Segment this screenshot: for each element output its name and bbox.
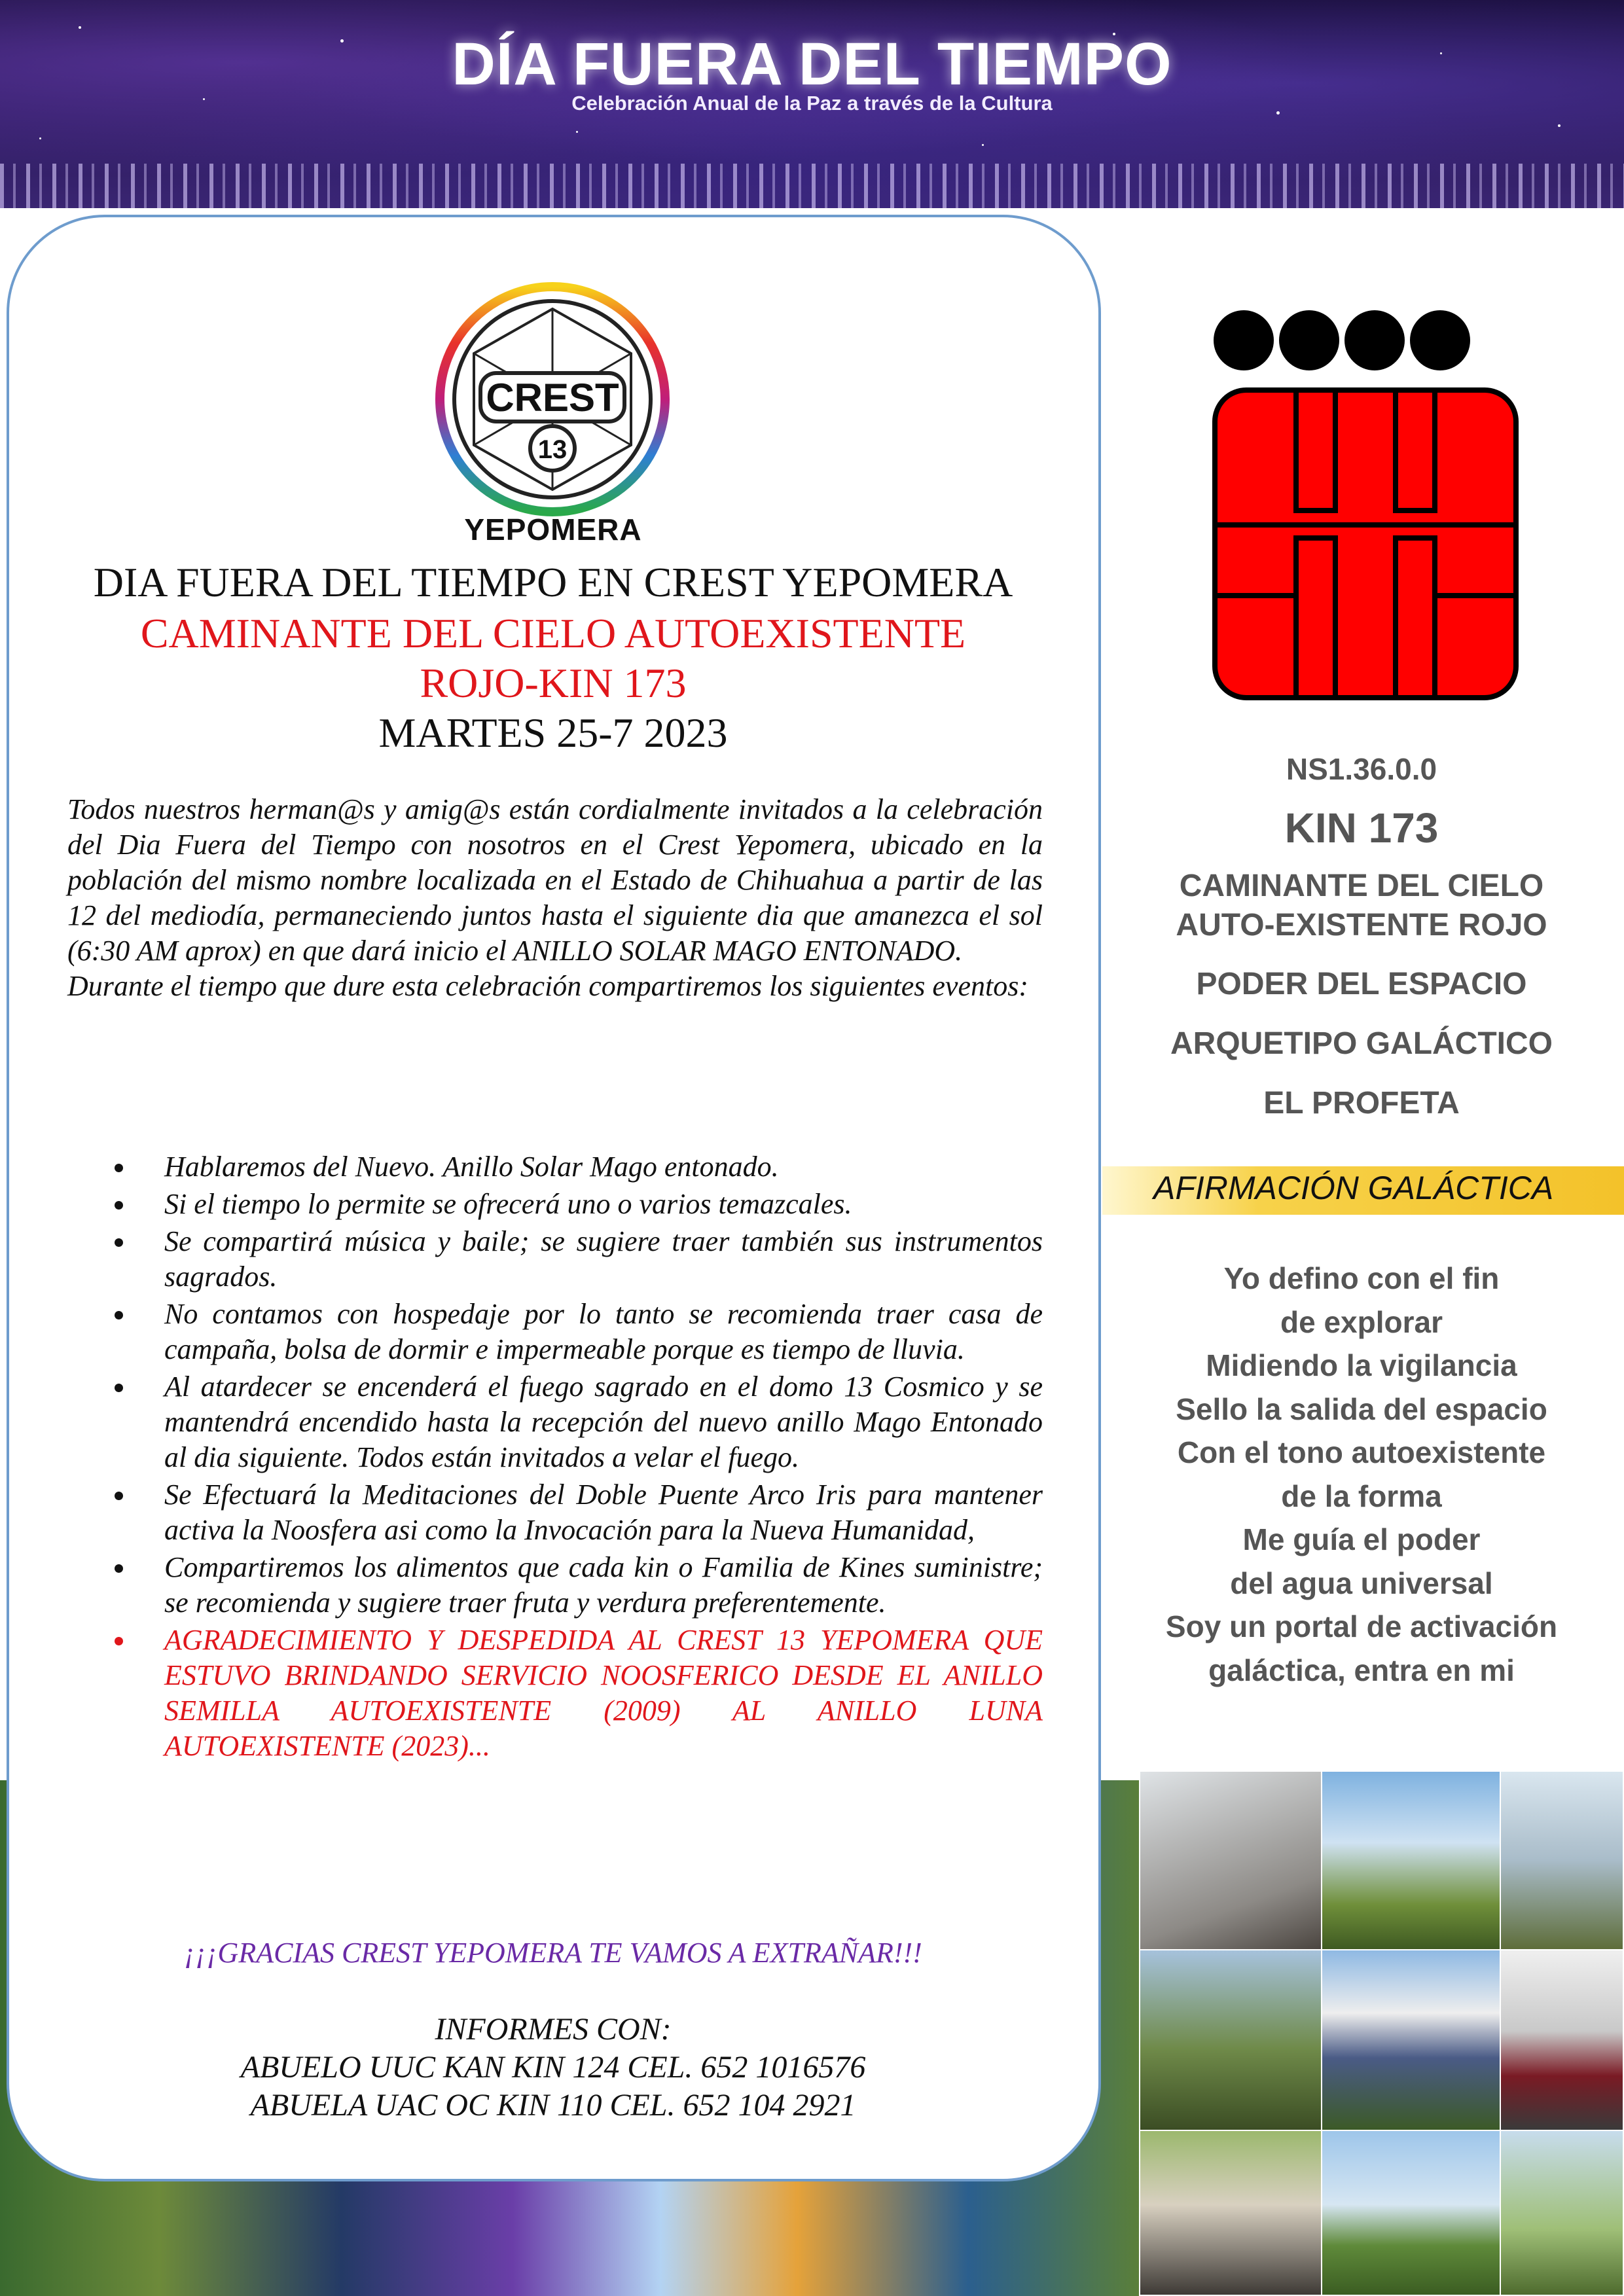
photo-landscape-dome [1321, 2130, 1501, 2296]
logo-caption: YEPOMERA [464, 512, 642, 547]
contact-heading: INFORMES CON: [435, 2012, 672, 2047]
affirmation-line: Midiendo la vigilancia [1206, 1348, 1517, 1382]
archetype-name: EL PROFETA [1263, 1086, 1460, 1121]
affirmation-line: de la forma [1281, 1479, 1442, 1513]
affirmation-line: de explorar [1280, 1304, 1443, 1339]
headline-line1: DIA FUERA DEL TIEMPO EN CREST YEPOMERA [93, 559, 1013, 605]
affirmation-line: del agua universal [1230, 1566, 1493, 1600]
intro-paragraph: Todos nuestros herman@s y amig@s están cordialmente invitados a la celebración del Dia Fuera del Tiempo con nosotros en el Crest Yepomera, ubicado en la población del mismo nombre localizada en el Estado de Chihuahua a partir de las 12 del mediodía, permaneciendo juntos hasta el siguiente dia que amanezca el sol (6:30 AM aprox) en que dará inicio el ANILLO SOLAR MAGO ENTONADO. [67, 793, 1043, 967]
star [982, 144, 984, 146]
photo-meditation [1139, 1770, 1322, 1950]
archetype-label: ARQUETIPO GALÁCTICO [1170, 1026, 1553, 1061]
photo-gathering [1139, 1949, 1322, 2131]
headline-line3: ROJO-KIN 173 [420, 660, 687, 706]
affirmation-text [1113, 1257, 1610, 1692]
affirmation-line: Yo defino con el fin [1223, 1261, 1500, 1295]
kin-power: PODER DEL ESPACIO [1196, 967, 1527, 1001]
header-banner [0, 0, 1624, 208]
kin-number: KIN 173 [1284, 804, 1439, 852]
contact-line: ABUELA UAC OC KIN 110 CEL. 652 104 2921 [250, 2088, 856, 2123]
headline-date: MARTES 25-7 2023 [378, 709, 728, 756]
list-item: Se Efectuará la Meditaciones del Doble Puente Arco Iris para mantener activa la Noosfera asi como la Invocación para la Nueva Humanidad, [67, 1477, 1043, 1548]
events-list [67, 1149, 1043, 1766]
logo-badge-text: CREST [486, 376, 619, 420]
photo-hill-flag [1500, 2130, 1624, 2296]
list-item: Se compartirá música y baile; se sugiere traer también sus instrumentos sagrados. [67, 1224, 1043, 1295]
kin-name-line2: AUTO-EXISTENTE ROJO [1176, 908, 1547, 942]
affirmation-line: Con el tono autoexistente [1177, 1435, 1546, 1469]
star [576, 131, 578, 133]
list-item: Si el tiempo lo permite se ofrecerá uno o varios temazcales. [67, 1187, 1043, 1222]
affirmation-line: Sello la salida del espacio [1176, 1391, 1547, 1426]
affirmation-line: Soy un portal de activación [1165, 1609, 1558, 1643]
photo-dome-outdoor [1321, 1770, 1501, 1950]
affirmation-line: Me guía el poder [1242, 1522, 1481, 1556]
kin-code: NS1.36.0.0 [1286, 752, 1437, 786]
list-item: Hablaremos del Nuevo. Anillo Solar Mago entonado. [67, 1149, 1043, 1185]
logo-badge-number: 13 [537, 435, 568, 464]
photo-banner-flag [1500, 1949, 1624, 2131]
list-item-farewell: AGRADECIMIENTO Y DESPEDIDA AL CREST 13 YEPOMERA QUE ESTUVO BRINDANDO SERVICIO NOOSFERICO DESDE EL ANILLO SEMILLA AUTOEXISTENTE (2009) AL ANILLO LUNA AUTOEXISTENTE (2023)... [67, 1623, 1043, 1764]
star [1558, 124, 1561, 127]
contact-line: ABUELO UUC KAN KIN 124 CEL. 652 1016576 [240, 2050, 866, 2085]
photo-flag-ceremony [1321, 1949, 1501, 2131]
photo-dome-frame [1500, 1770, 1624, 1950]
skywalker-glyph-icon [1211, 308, 1519, 700]
crest13-logo [435, 281, 670, 517]
list-item: No contamos con hospedaje por lo tanto se recomienda traer casa de campaña, bolsa de dormir e impermeable porque es tiempo de lluvia. [67, 1297, 1043, 1367]
headline-line2: CAMINANTE DEL CIELO AUTOEXISTENTE [140, 610, 966, 656]
star [79, 26, 81, 29]
thanks-message: ¡¡¡GRACIAS CREST YEPOMERA TE VAMOS A EXTRAÑAR!!! [184, 1937, 922, 1969]
affirmation-title: AFIRMACIÓN GALÁCTICA [1153, 1170, 1554, 1206]
banner-subtitle: Celebración Anual de la Paz a través de la Cultura [571, 92, 1053, 115]
intro-paragraph: Durante el tiempo que dure esta celebración compartiremos los siguientes eventos: [67, 970, 1028, 1002]
photo-group-portrait [1139, 2130, 1322, 2296]
star [39, 137, 41, 139]
list-item: Compartiremos los alimentos que cada kin o Familia de Kines suministre; se recomienda y sugiere traer fruta y verdura preferentemente. [67, 1550, 1043, 1621]
kin-name-line1: CAMINANTE DEL CIELO [1179, 869, 1544, 903]
list-item: Al atardecer se encenderá el fuego sagrado en el domo 13 Cosmico y se mantendrá encendido hasta la recepción del nuevo anillo Mago Entonado al dia siguiente. Todos están invitados a velar el fuego. [67, 1369, 1043, 1475]
banner-title: DÍA FUERA DEL TIEMPO [452, 31, 1172, 98]
intro-text [67, 792, 1043, 1004]
glyph-pattern-strip [0, 164, 1624, 208]
affirmation-line: galáctica, entra en mi [1208, 1653, 1515, 1687]
